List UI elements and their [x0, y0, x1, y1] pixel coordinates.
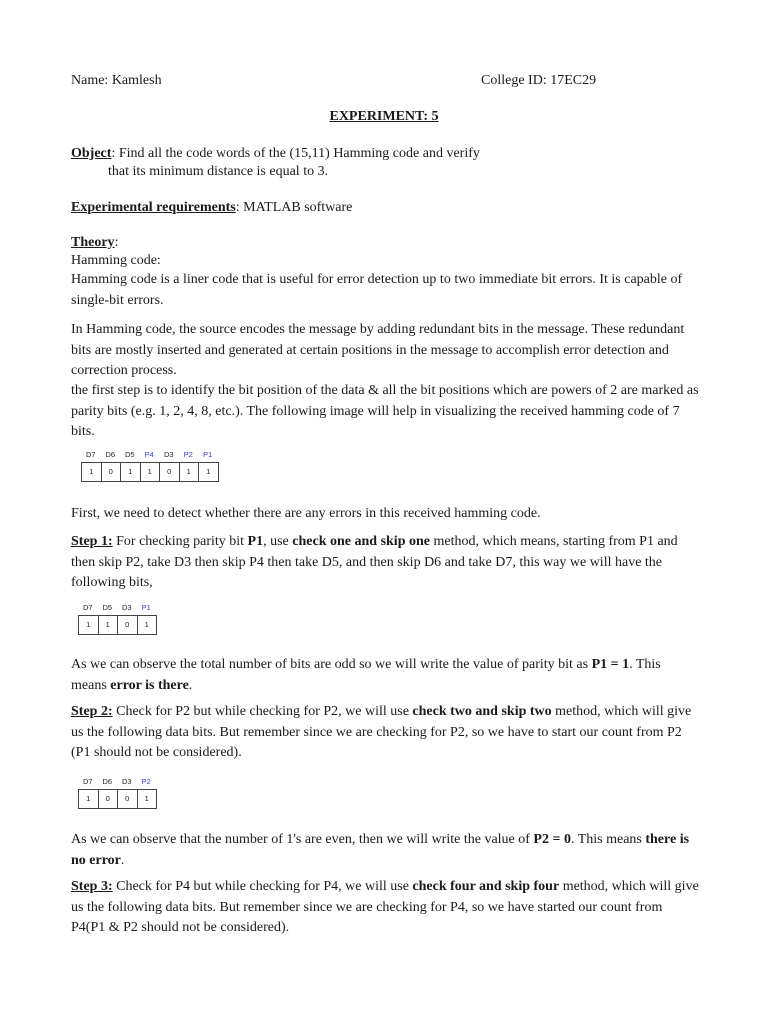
table-cell: 1 — [121, 463, 141, 481]
table-cell: 1 — [79, 790, 99, 808]
step-1-text: method, which means, starting from P1 and then skip P2, take D3 then skip P4 then take D5, and then skip D6 and take D7, this way we will have the following bits, — [71, 534, 678, 591]
table-header: D5 — [124, 450, 135, 459]
step-2-label: Step 2: — [71, 704, 113, 719]
theory-subheading: Hamming code: — [71, 253, 161, 268]
requirements-label: Experimental requirements — [71, 200, 236, 215]
table-cell: 1 — [82, 463, 102, 481]
theory-para-1: Hamming code is a liner code that is useful for error detection up to two immediate bit errors. It is capable of single-bit errors. — [71, 272, 683, 308]
step-2-text: method, which will give us the following data bits. But remember since we are checking for P2, so we have to start our count from P2 (P1 should not be considered). — [71, 704, 692, 761]
table-header: P1 — [141, 603, 151, 612]
table-header: D3 — [163, 450, 174, 459]
step-1-bold-p1: P1 — [247, 534, 264, 549]
table-cell: 1 — [138, 616, 158, 634]
step-1-label: Step 1: — [71, 534, 113, 549]
step-3-label: Step 3: — [71, 879, 113, 894]
table-cell: 0 — [102, 463, 122, 481]
hamming-7bit-table — [81, 450, 219, 482]
table-header: P2 — [141, 777, 151, 786]
object-text-1: : Find all the code words of the (15,11) Hamming code and verify — [111, 146, 480, 161]
table-cell: 1 — [99, 616, 119, 634]
step-1-paragraph — [71, 532, 699, 594]
table-header: D5 — [102, 603, 113, 612]
observe-1-paragraph — [71, 655, 699, 696]
step-1-text: , use — [263, 534, 293, 549]
theory-colon: : — [114, 235, 119, 250]
theory-para-2: In Hamming code, the source encodes the message by adding redundant bits in the message. These redundant bits are mostly inserted and generated at certain positions in the message to accomplish error detection and correction process. — [71, 322, 685, 379]
table-header: D3 — [121, 777, 132, 786]
observe-2-text: As we can observe that the number of 1's are even, then we will write the value of — [71, 832, 534, 847]
table-header-row — [81, 450, 219, 462]
step-3-paragraph — [71, 877, 699, 939]
step-3-text: method, which will give us the following data bits. But remember since we are checking for P4, so we have started our count from P4(P1 & P2 should not be considered). — [71, 879, 699, 936]
table-header: P4 — [144, 450, 154, 459]
table-header-row — [78, 603, 157, 615]
theory-label: Theory — [71, 235, 115, 250]
student-name: Name: Kamlesh — [71, 73, 162, 88]
observe-1-text: . This means — [71, 657, 661, 693]
table-cell: 0 — [118, 616, 138, 634]
step-3-method: check four and skip four — [412, 879, 560, 894]
observe-2-result: there is no error — [71, 832, 690, 868]
step-2-text: Check for P2 but while checking for P2, we will use — [112, 704, 413, 719]
table-header: D7 — [82, 777, 93, 786]
first-detect-line: First, we need to detect whether there are any errors in this received hamming code. — [71, 506, 541, 521]
table-header: D6 — [105, 450, 116, 459]
table-cell: 0 — [118, 790, 138, 808]
table-cell: 0 — [99, 790, 119, 808]
table-cell: 0 — [160, 463, 180, 481]
observe-1-text: . — [188, 677, 193, 693]
requirements-line — [71, 200, 352, 216]
requirements-text: : MATLAB software — [235, 200, 353, 215]
step-1-text: For checking parity bit — [112, 534, 248, 549]
object-line-1 — [71, 146, 480, 162]
step-1-method: check one and skip one — [292, 534, 430, 549]
table-header-row — [78, 777, 157, 789]
step-3-text: Check for P4 but while checking for P4, we will use — [112, 879, 413, 894]
observe-2-text: . This means — [570, 832, 646, 847]
observe-1-result: error is there — [110, 677, 189, 693]
step-2-method: check two and skip two — [412, 704, 552, 719]
table-header: D7 — [82, 603, 93, 612]
observe-2-paragraph — [71, 830, 699, 871]
table-header: P1 — [203, 450, 213, 459]
observe-2-value: P2 = 0 — [533, 832, 571, 847]
page-title: EXPERIMENT: 5 — [329, 109, 439, 124]
theory-para-3: the first step is to identify the bit position of the data & all the bit positions which are powers of 2 are marked as parity bits (e.g. 1, 2, 4, 8, etc.). The following image will help in visualizing the received hamming code of 7 bits. — [71, 383, 699, 440]
observe-2-text: . — [120, 852, 125, 868]
table-value-row — [78, 789, 157, 809]
observe-1-value: P1 = 1 — [591, 657, 630, 672]
table-cell: 1 — [180, 463, 200, 481]
table-header: D3 — [121, 603, 132, 612]
step-2-paragraph — [71, 702, 699, 764]
table-header: D6 — [102, 777, 113, 786]
table-cell: 1 — [138, 790, 158, 808]
table-cell: 1 — [199, 463, 219, 481]
object-line-2: that its minimum distance is equal to 3. — [108, 164, 329, 179]
object-label: Object — [71, 146, 112, 161]
p1-bits-table — [78, 603, 157, 635]
p2-bits-table — [78, 777, 157, 809]
theory-heading — [71, 235, 118, 251]
table-header: D7 — [85, 450, 96, 459]
table-value-row — [81, 462, 219, 482]
table-cell: 1 — [79, 616, 99, 634]
table-cell: 1 — [141, 463, 161, 481]
observe-1-text: As we can observe the total number of bits are odd so we will write the value of parity bit as — [71, 657, 592, 672]
table-header: P2 — [183, 450, 193, 459]
table-value-row — [78, 615, 157, 635]
college-id: College ID: 17EC29 — [481, 73, 597, 88]
